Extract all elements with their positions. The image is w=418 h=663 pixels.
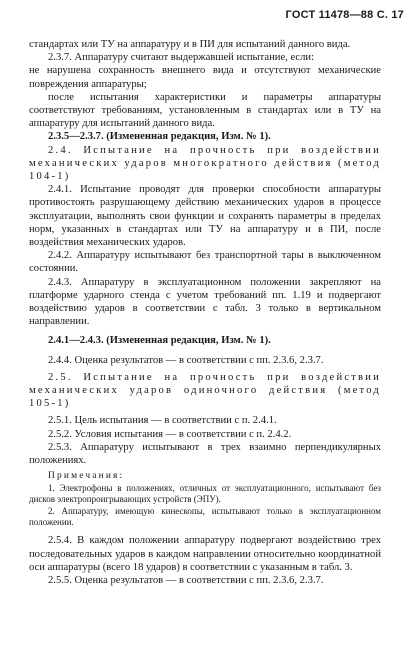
amendment-note-2: 2.4.1—2.4.3. (Измененная редакция, Изм. № 1). — [48, 335, 271, 347]
section-heading-2-4: 2.4. Испытание на прочность при воздействии механических ударов многократного действия (метод 104-1) — [29, 144, 381, 183]
paragraph-2-4-2: 2.4.2. Аппаратуру испытывают без транспортной тары в выключенном состоянии. — [29, 250, 381, 275]
notes-block — [29, 471, 381, 528]
paragraph-2-4-4: 2.4.4. Оценка результатов — в соответствии с пп. 2.3.6, 2.3.7. — [48, 354, 324, 366]
amendment-note-1: 2.3.5—2.3.7. (Измененная редакция, Изм. № 1). — [48, 131, 271, 143]
paragraph-2-5-3: 2.5.3. Аппаратуру испытывают в трех взаимно перпендикулярных положениях. — [29, 441, 381, 467]
document-body — [29, 38, 381, 587]
paragraph-condition-1: не нарушена сохранность внешнего вида и отсутствуют механические повреждения аппаратуры; — [29, 65, 381, 90]
paragraph-2-5-4: 2.5.4. В каждом положении аппаратуру подвергают воздействию трех последовательных ударов в каждом направлении относительно координатной оси аппаратуры (всего 18 ударов) в соответствии с указанным в табл. 3. — [29, 535, 381, 573]
paragraph-2-4-1: 2.4.1. Испытание проводят для проверки способности аппаратуры противостоять разрушающему действию механических ударов в процессе эксплуатации, выполнять свои функции и сохранять параметры в пределах норм, указанных в стандартах или ТУ на аппаратуру и в ПИ, после воздействия механических ударов. — [29, 184, 381, 249]
note-item-1: 1. Электрофоны в положениях, отличных от эксплуатационного, испытывают без дисков электропроигрывающих устройств (ЭПУ). — [29, 482, 381, 505]
paragraph-2-4-3: 2.4.3. Аппаратуру в эксплуатационном положении закрепляют на платформе ударного стенда с учетом требований пп. 1.19 и подвергают воздействию ударов в соответствии с табл. 3 только в вертикальном направлении. — [29, 276, 381, 328]
section-heading-2-5: 2.5. Испытание на прочность при воздействии механических ударов одиночного действия (метод 105-1) — [29, 371, 381, 410]
note-item-2: 2. Аппаратуру, имеющую кинескопы, испытывают только в эксплуатационном положении. — [29, 505, 381, 527]
paragraph-condition-2: после испытания характеристики и параметры аппаратуры соответствуют требованиям, установленным в стандартах или в ТУ на аппаратуру для испытаний данного вида. — [29, 91, 381, 130]
page-header: ГОСТ 11478—88 С. 17 — [285, 9, 404, 21]
paragraph-2-5-2: 2.5.2. Условия испытания — в соответствии с п. 2.4.2. — [48, 428, 292, 440]
paragraph-2-5-1: 2.5.1. Цель испытания — в соответствии с п. 2.4.1. — [48, 415, 277, 427]
paragraph-continuation: стандартах или ТУ на аппаратуру и в ПИ для испытаний данного вида. — [29, 39, 351, 50]
notes-title: Примечания: — [48, 471, 125, 482]
paragraph-2-3-7: 2.3.7. Аппаратуру считают выдержавшей испытание, если: — [48, 52, 315, 64]
paragraph-2-5-5: 2.5.5. Оценка результатов — в соответствии с пп. 2.3.6, 2.3.7. — [48, 574, 324, 586]
